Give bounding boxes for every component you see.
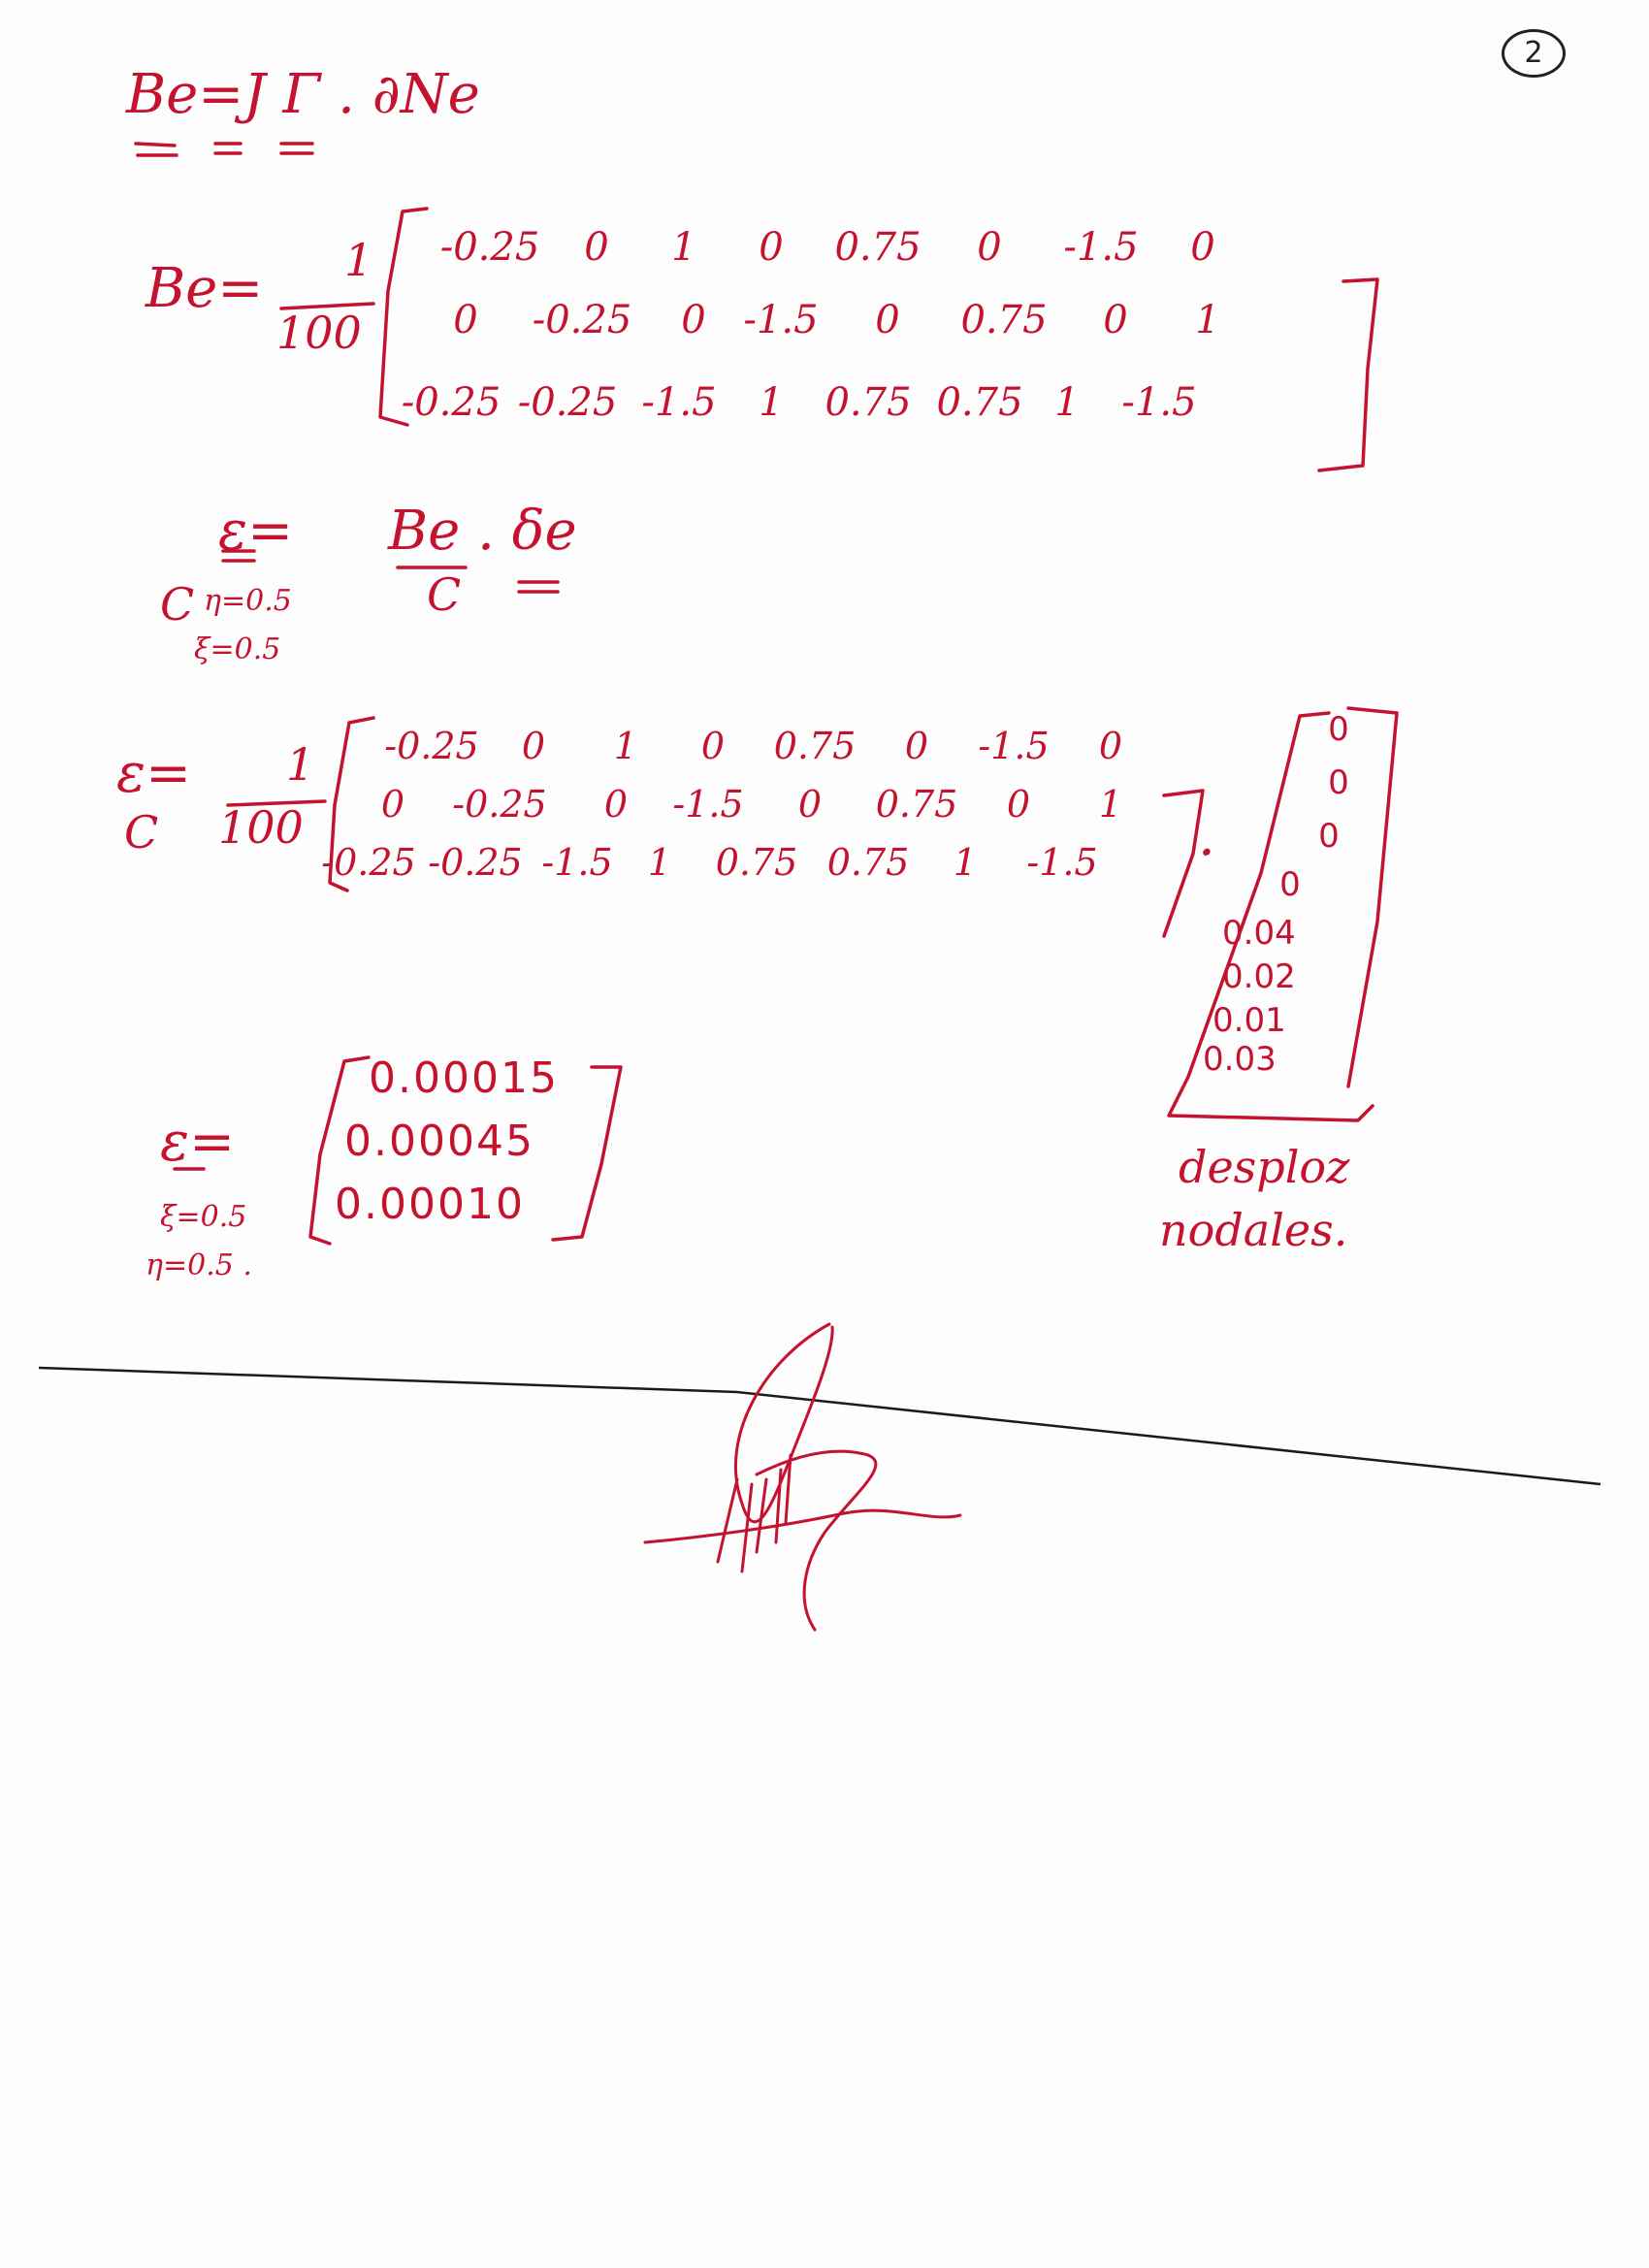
page-number: 2 [1502,29,1566,78]
be-matrix-row-3: -0.25 -0.25 -1.5 1 0.75 0.75 1 -1.5 [401,380,1197,425]
be-factor-den: 100 [276,307,362,359]
strain-def-sub-c: C [160,578,195,631]
be-factor-num: 1 [344,234,373,286]
calc-fraction-bar [228,801,325,805]
strain-calc-factor-den: 100 [218,801,304,854]
be-right-bracket [1319,279,1377,470]
vector-entry-5: 0.04 [1222,914,1296,953]
result-cond-xi: ξ=0.5 [160,1200,247,1234]
strain-calc-sub-c: C [124,806,159,859]
strain-def-rhs: Be . δe [388,500,577,563]
formula-lhs: Be [126,63,199,126]
vector-entry-1: 0 [1328,710,1349,749]
vector-entry-8: 0.03 [1203,1040,1277,1079]
strain-calc-row-2: 0 -0.25 0 -1.5 0 0.75 0 1 [380,783,1123,826]
strain-def-cond-eta: η=0.5 [204,584,292,618]
strain-calc-row-3: -0.25 -0.25 -1.5 1 0.75 0.75 1 -1.5 [321,841,1098,884]
result-value-1: 0.00015 [369,1053,559,1103]
vector-entry-3: 0 [1318,817,1340,856]
strain-def-sub-c2: C [427,568,462,621]
be-fraction-bar [281,304,373,308]
formula-rhs: J Γ . ∂Ne [243,63,480,126]
vector-right-bracket [1348,708,1397,1086]
be-matrix-row-1: -0.25 0 1 0 0.75 0 -1.5 0 [439,225,1215,270]
strain-calc-factor-num: 1 [286,738,315,791]
vector-entry-7: 0.01 [1212,1001,1286,1040]
vector-label-1: desploz [1179,1141,1350,1193]
vector-entry-2: 0 [1328,763,1349,802]
be-matrix-row-2: 0 -0.25 0 -1.5 0 0.75 0 1 [453,298,1220,342]
strain-def-underlines [223,551,558,592]
be-matrix-lhs: Be= [146,257,264,320]
strain-calc-dot: . [1198,805,1215,868]
strain-calc-lhs: ε= [116,742,191,805]
formula-underlines [136,144,312,155]
strain-def-cond-xi: ξ=0.5 [194,632,281,666]
vector-entry-6: 0.02 [1222,957,1296,996]
vector-label-2: nodales. [1159,1204,1348,1256]
strain-def-lhs: ε= [218,500,293,563]
strain-calc-row-1: -0.25 0 1 0 0.75 0 -1.5 0 [384,725,1123,767]
be-left-bracket [380,209,427,425]
calc-right-bracket [1164,791,1203,936]
result-value-2: 0.00045 [344,1117,534,1166]
vector-entry-4: 0 [1279,865,1301,904]
formula-eq: = [198,63,244,126]
result-cond-eta: η=0.5 . [146,1248,252,1282]
result-right-bracket [553,1067,621,1240]
result-left-bracket [310,1057,369,1244]
result-value-3: 0.00010 [335,1180,525,1229]
signature [645,1324,960,1630]
vector-left-bracket [1169,713,1373,1120]
result-lhs: ε= [160,1111,235,1174]
calc-left-bracket [330,718,373,891]
